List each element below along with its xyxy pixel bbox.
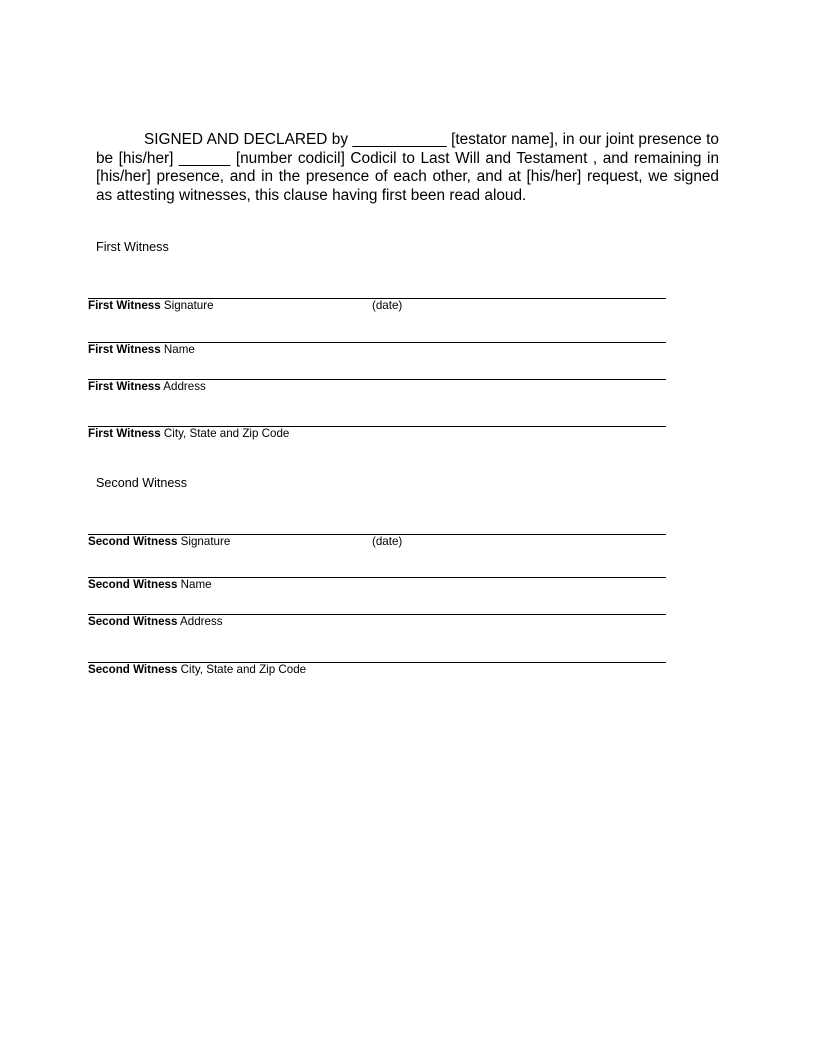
second-witness-prefix: Second Witness [88,663,178,676]
address-label-text: Address [160,380,206,393]
second-witness-address-line [88,614,666,631]
address-label-text: Address [177,615,223,628]
second-witness-city-line [88,662,666,679]
first-witness-prefix: First Witness [88,427,161,440]
first-witness-address-line [88,379,666,396]
first-witness-date-label: (date) [372,299,403,312]
second-witness-address-label [88,615,223,628]
first-witness-prefix: First Witness [88,343,161,356]
second-witness-name-label [88,578,212,591]
second-witness-city-label [88,663,306,676]
first-witness-signature-line [88,298,666,315]
city-label-text: City, State and Zip Code [177,663,307,676]
second-witness-date-label: (date) [372,535,403,548]
second-witness-prefix: Second Witness [88,578,178,591]
first-witness-city-label [88,427,289,440]
signature-label-text: Signature [177,535,231,548]
second-witness-prefix: Second Witness [88,535,178,548]
name-label-text: Name [177,578,212,591]
second-witness-heading: Second Witness [96,476,187,490]
second-witness-signature-line [88,534,666,551]
city-label-text: City, State and Zip Code [160,427,290,440]
first-witness-name-label [88,343,195,356]
first-witness-city-line [88,426,666,443]
second-witness-prefix: Second Witness [88,615,178,628]
first-witness-signature-label [88,299,214,312]
signature-label-text: Signature [160,299,214,312]
first-witness-heading: First Witness [96,240,169,254]
first-witness-name-line [88,342,666,359]
first-witness-address-label [88,380,206,393]
name-label-text: Name [160,343,195,356]
first-witness-prefix: First Witness [88,380,161,393]
declaration-paragraph: SIGNED AND DECLARED by ___________ [testator name], in our joint presence to be [his/her] ______ [number codicil] Codicil to Last Will and Testament , and remaining in [his/her] presence, and in the presence of each other, and at [his/her] request, we signed as attesting witnesses, this clause having first been read aloud. [96,131,719,204]
second-witness-signature-label [88,535,230,548]
first-witness-prefix: First Witness [88,299,161,312]
second-witness-name-line [88,577,666,594]
